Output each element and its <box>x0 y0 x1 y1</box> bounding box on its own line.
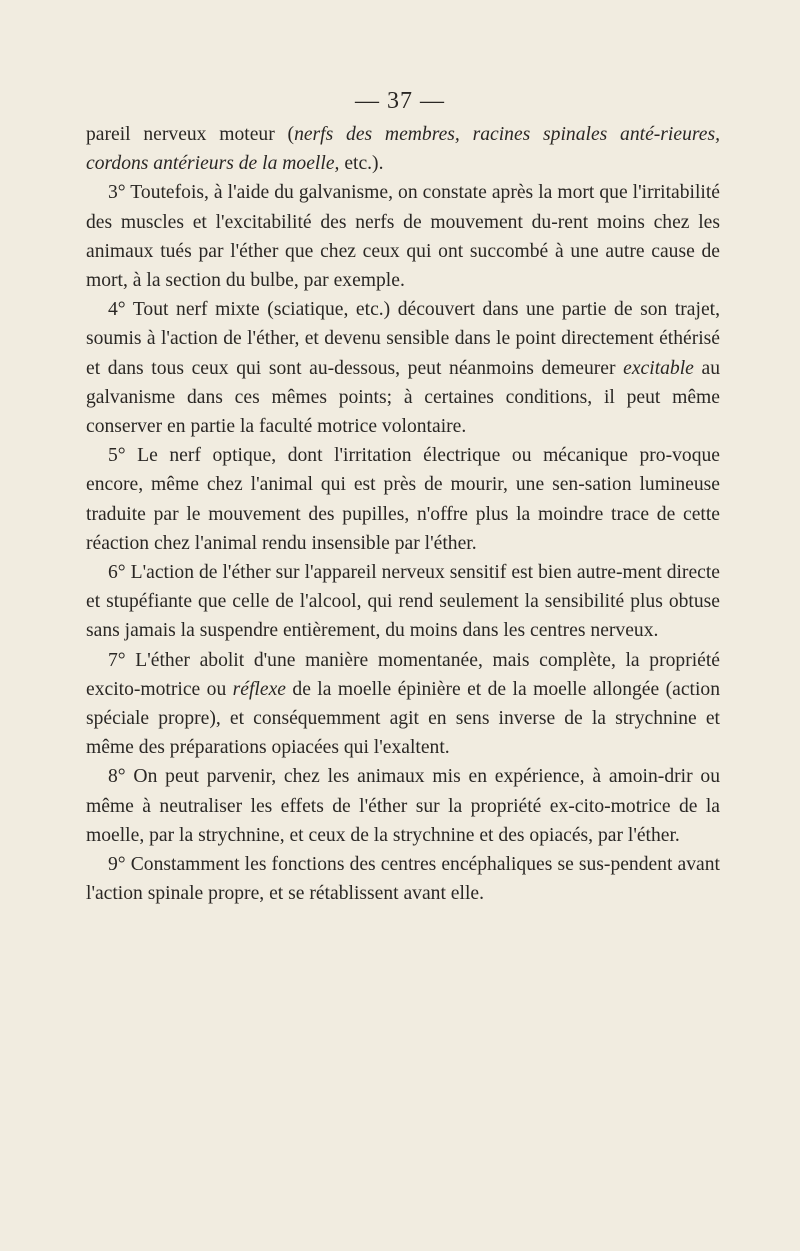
paragraph-continuation <box>86 120 720 178</box>
paragraph-item-6 <box>86 558 720 646</box>
italic-run: excitable <box>623 357 694 379</box>
text-run: 3° Toutefois, à l'aide du galvanisme, on constate après la mort que l'irritabilité des muscles et l'excitabilité des nerfs de mouvement du-rent moins chez les animaux tués par l'éther que chez ceux qui ont succombé à une autre cause de mort, à la section du bulbe, par exemple. <box>86 182 720 292</box>
text-run: 9° Constamment les fonctions des centres encéphaliques se sus-pendent avant l'action spinale propre, et se rétablissent avant elle. <box>86 854 720 905</box>
text-run: 5° Le nerf optique, dont l'irritation électrique ou mécanique pro-voque encore, même chez l'animal qui est près de mourir, une sen-sation lumineuse traduite par le mouvement des pupilles, n'offre plus la moindre trace de cette réaction chez l'animal rendu insensible par l'éther. <box>86 445 720 554</box>
body-text <box>86 120 720 908</box>
paragraph-item-7 <box>86 646 720 763</box>
text-run: 6° L'action de l'éther sur l'appareil nerveux sensitif est bien autre-ment directe et stupéfiante que celle de l'alcool, qui rend seulement la sensibilité plus obtuse sans jamais la suspendre entièrement, du moins dans les centres nerveux. <box>86 562 720 642</box>
text-run: 7° L'éther abolit d'une manière momentanée, mais complète, la propriété excito-motrice ou <box>86 649 720 700</box>
text-run: 4° Tout nerf mixte (sciatique, etc.) découvert dans une partie de son trajet, soumis à l'action de l'éther, et devenu sensible dans le point directement éthérisé et dans tous ceux qui sont au-dessous, peut néanmoins demeurer <box>86 299 720 379</box>
text-run: au galvanisme dans ces mêmes points; à certaines conditions, il peut même conserver en partie la faculté motrice volontaire. <box>86 357 720 438</box>
paragraph-item-4 <box>86 295 720 441</box>
italic-run: réflexe <box>232 678 286 700</box>
italic-run: nerfs des membres, racines spinales anté-rieures, cordons antérieurs de la moelle, <box>86 124 720 175</box>
text-run: 8° On peut parvenir, chez les animaux mis en expérience, à amoin-drir ou même à neutraliser les effets de l'éther sur la propriété ex-cito-motrice de la moelle, par la strychnine, et ceux de la strychnine et des opiacés, par l'éther. <box>86 766 720 846</box>
text-run: de la moelle épinière et de la moelle allongée (action spéciale propre), et conséquemment agit en sens inverse de la strychnine et même des préparations opiacées qui l'exaltent. <box>86 678 720 759</box>
paragraph-item-8 <box>86 762 720 850</box>
paragraph-item-3 <box>86 178 720 295</box>
text-run: pareil nerveux moteur ( <box>86 124 295 145</box>
paragraph-item-5 <box>86 441 720 558</box>
text-run: etc.). <box>339 153 384 175</box>
page-number: — 37 — <box>355 88 445 114</box>
paragraph-item-9 <box>86 850 720 908</box>
